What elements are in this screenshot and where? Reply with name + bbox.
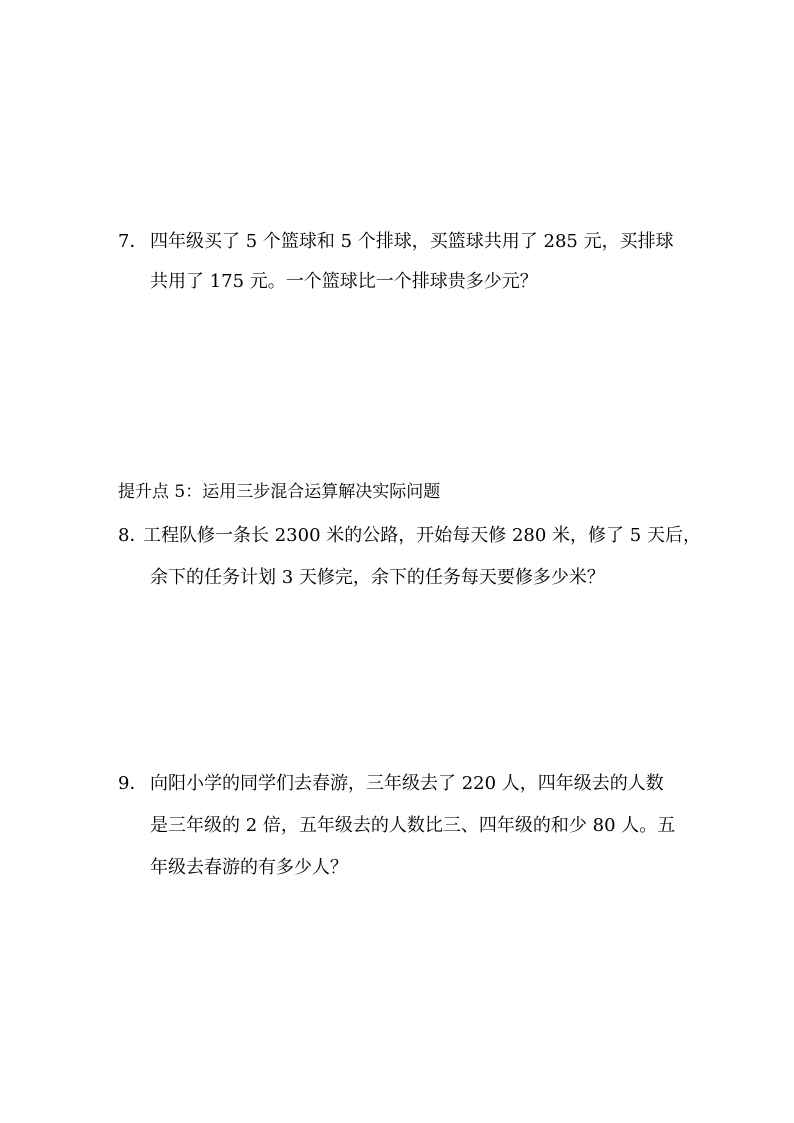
- question-number: 8．: [118, 525, 148, 546]
- question-line: 是三年级的 2 倍，五年级去的人数比三、四年级的和少 80 人。五: [150, 815, 676, 836]
- question-number: 9．: [118, 773, 148, 794]
- question-line: 工程队修一条长 2300 米的公路，开始每天修 280 米，修了 5 天后，: [143, 525, 701, 546]
- section-heading: 提升点 5：运用三步混合运算解决实际问题: [118, 482, 441, 502]
- question-line: 年级去春游的有多少人？: [150, 857, 348, 878]
- question-line: 四年级买了 5 个篮球和 5 个排球，买篮球共用了 285 元，买排球: [150, 231, 674, 252]
- question-line: 共用了 175 元。一个篮球比一个排球贵多少元？: [150, 271, 538, 292]
- question-line: 余下的任务计划 3 天修完，余下的任务每天要修多少米？: [150, 567, 605, 588]
- question-number: 7．: [118, 231, 148, 252]
- question-line: 向阳小学的同学们去春游，三年级去了 220 人，四年级去的人数: [150, 773, 664, 794]
